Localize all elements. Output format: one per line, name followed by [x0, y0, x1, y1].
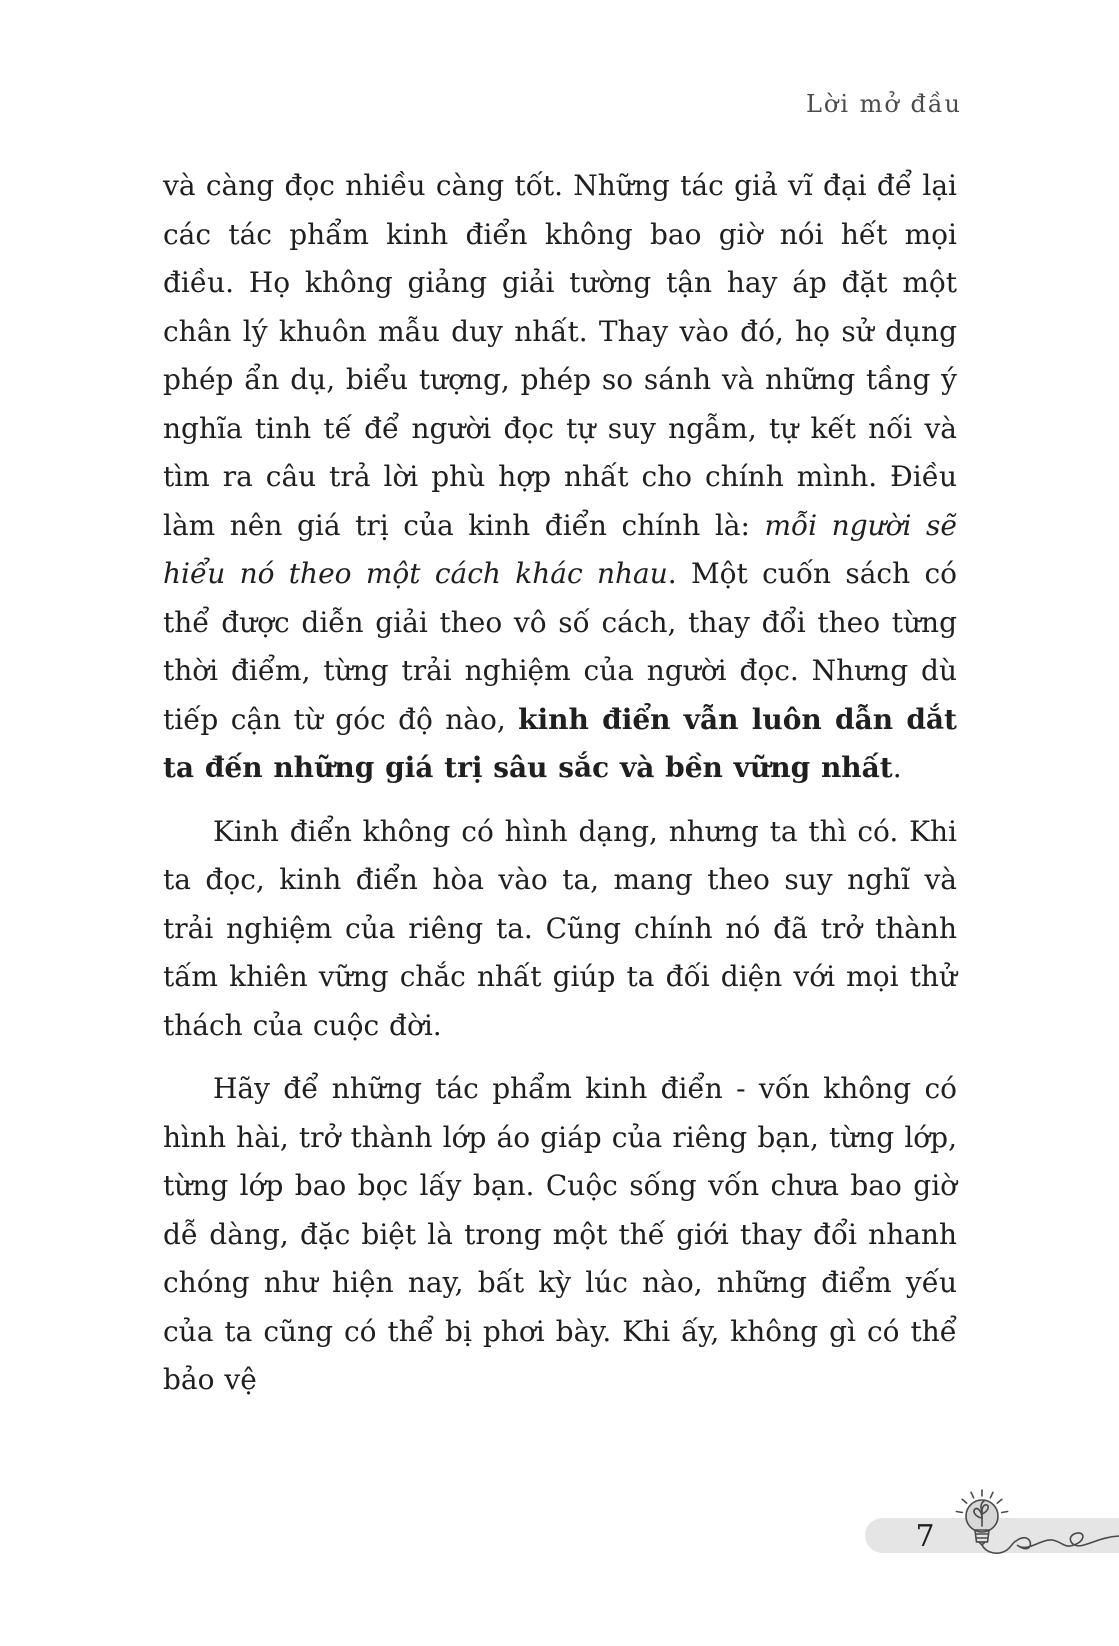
paragraph	[163, 1065, 957, 1405]
text-run-italic: mỗi người sẽ hiểu nó theo một cách khác nhau	[163, 508, 957, 590]
text-run-bold: kinh điển vẫn luôn dẫn dắt ta đến những giá trị sâu sắc và bền vững nhất	[163, 702, 957, 784]
running-header: Lời mở đầu	[805, 90, 962, 118]
paragraph	[163, 162, 957, 793]
text-run-normal: và càng đọc nhiều càng tốt. Những tác giả vĩ đại để lại các tác phẩm kinh điển không bao giờ nói hết mọi điều. Họ không giảng giải tường tận hay áp đặt một chân lý khuôn mẫu duy nhất. Thay vào đó, họ sử dụng phép ẩn dụ, biểu tượng, phép so sánh và những tầng ý nghĩa tinh tế để người đọc tự suy ngẫm, tự kết nối và tìm ra câu trả lời phù hợp nhất cho chính mình. Điều làm nên giá trị của kinh điển chính là:	[163, 169, 957, 542]
text-run-normal: . Một cuốn sách có thể được diễn giải theo vô số cách, thay đổi theo từng thời điểm, từng trải nghiệm của người đọc. Nhưng dù tiếp cận từ góc độ nào,	[163, 557, 957, 736]
text-run-normal: Hãy để những tác phẩm kinh điển - vốn không có hình hài, trở thành lớp áo giáp của riêng bạn, từng lớp, từng lớp bao bọc lấy bạn. Cuộc sống vốn chưa bao giờ dễ dàng, đặc biệt là trong một thế giới thay đổi nhanh chóng như hiện nay, bất kỳ lúc nào, những điểm yếu của ta cũng có thể bị phơi bày. Khi ấy, không gì có thể bảo vệ	[163, 1072, 957, 1396]
paragraph	[163, 808, 957, 1051]
text-run-normal: Kinh điển không có hình dạng, nhưng ta thì có. Khi ta đọc, kinh điển hòa vào ta, mang theo suy nghĩ và trải nghiệm của riêng ta. Cũng chính nó đã trở thành tấm khiên vững chắc nhất giúp ta đối diện với mọi thử thách của cuộc đời.	[163, 814, 957, 1042]
page-number: 7	[915, 1519, 935, 1554]
lightbulb-doodle-icon	[952, 1487, 1119, 1572]
page-content	[163, 162, 957, 1420]
text-run-normal: .	[892, 751, 902, 784]
